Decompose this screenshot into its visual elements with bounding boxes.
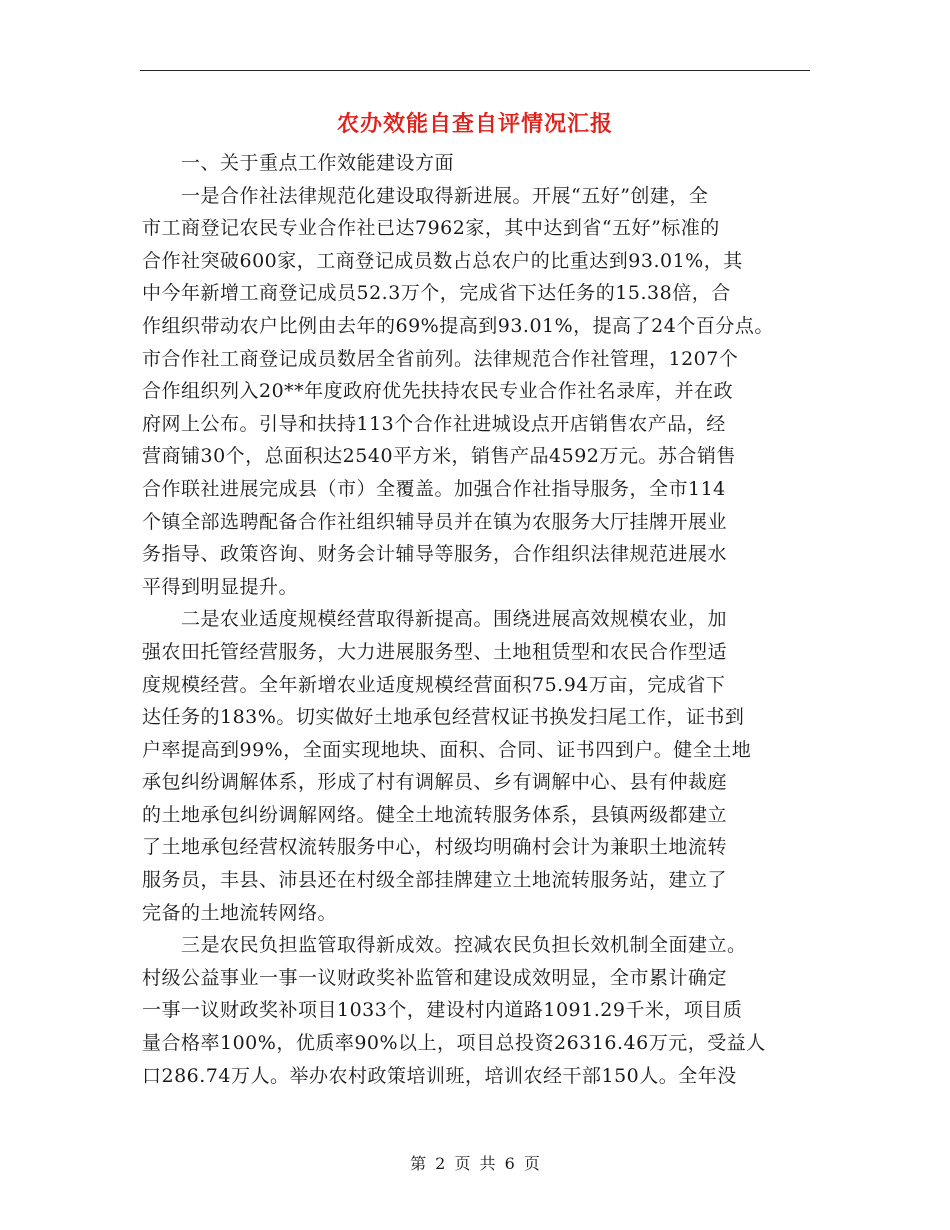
text-line: 个镇全部选聘配备合作社组织辅导员并在镇为农服务大厅挂牌开展业 (142, 510, 728, 533)
text-line: 量合格率100%，优质率90%以上，项目总投资26316.46万元，受益人 (142, 1032, 766, 1055)
text-line: 一、关于重点工作效能建设方面 (142, 152, 455, 174)
text-line: 服务员，丰县、沛县还在村级全部挂牌建立土地流转服务站，建立了 (142, 869, 728, 892)
header-rule (140, 70, 810, 71)
text-line: 度规模经营。全年新增农业适度规模经营面积75.94万亩，完成省下 (142, 673, 726, 696)
text-line: 务指导、政策咨询、财务会计辅导等服务，合作组织法律规范进展水 (142, 543, 728, 566)
text-line: 的土地承包纠纷调解网络。健全土地流转服务体系，县镇两级都建立 (142, 803, 728, 826)
text-line: 中今年新增工商登记成员52.3万个，完成省下达任务的15.38倍，合 (142, 282, 731, 305)
text-line: 一是合作社法律规范化建设取得新进展。开展“五好”创建，全 (142, 184, 709, 207)
text-line: 村级公益事业一事一议财政奖补监管和建设成效明显，全市累计确定 (142, 966, 728, 989)
text-line: 作组织带动农户比例由去年的69%提高到93.01%，提高了24个百分点。 (142, 314, 774, 337)
text-line: 一事一议财政奖补项目1033个，建设村内道路1091.29千米，项目质 (142, 999, 743, 1022)
text-line: 了土地承包经营权流转服务中心，村级均明确村会计为兼职土地流转 (142, 836, 728, 859)
text-line: 合作联社进展完成县（市）全覆盖。加强合作社指导服务，全市114 (142, 477, 726, 500)
text-line: 达任务的183%。切实做好土地承包经营权证书换发扫尾工作，证书到 (142, 706, 745, 729)
text-line: 三是农民负担监管取得新成效。控减农民负担长效机制全面建立。 (142, 934, 747, 957)
page-footer: 第 2 页 共 6 页 (410, 1154, 540, 1173)
text-line: 合作组织列入20**年度政府优先扶持农民专业合作社名录库，并在政 (142, 380, 734, 403)
text-line: 二是农业适度规模经营取得新提高。围绕进展高效规模农业，加 (142, 608, 728, 631)
text-line: 平得到明显提升。 (142, 575, 299, 598)
text-line: 强农田托管经营服务，大力进展服务型、土地租赁型和农民合作型适 (142, 640, 728, 663)
text-line: 市工商登记农民专业合作社已达7962家，其中达到省“五好”标准的 (142, 217, 720, 240)
document-title: 农办效能自查自评情况汇报 (336, 111, 613, 137)
text-line: 承包纠纷调解体系，形成了村有调解员、乡有调解中心、县有仲裁庭 (142, 771, 728, 794)
text-line: 口286.74万人。举办农村政策培训班，培训农经干部150人。全年没 (142, 1064, 737, 1087)
text-line: 完备的土地流转网络。 (142, 901, 338, 924)
text-line: 营商铺30个，总面积达2540平方米，销售产品4592万元。苏合销售 (142, 445, 736, 468)
text-line: 合作社突破600家，工商登记成员数占总农户的比重达到93.01%，其 (142, 249, 743, 272)
text-line: 市合作社工商登记成员数居全省前列。法律规范合作社管理，1207个 (142, 347, 739, 370)
text-line: 户率提高到99%，全面实现地块、面积、合同、证书四到户。健全土地 (142, 738, 752, 761)
text-line: 府网上公布。引导和扶持113个合作社进城设点开店销售农产品，经 (142, 412, 726, 435)
document-body (142, 147, 810, 1092)
